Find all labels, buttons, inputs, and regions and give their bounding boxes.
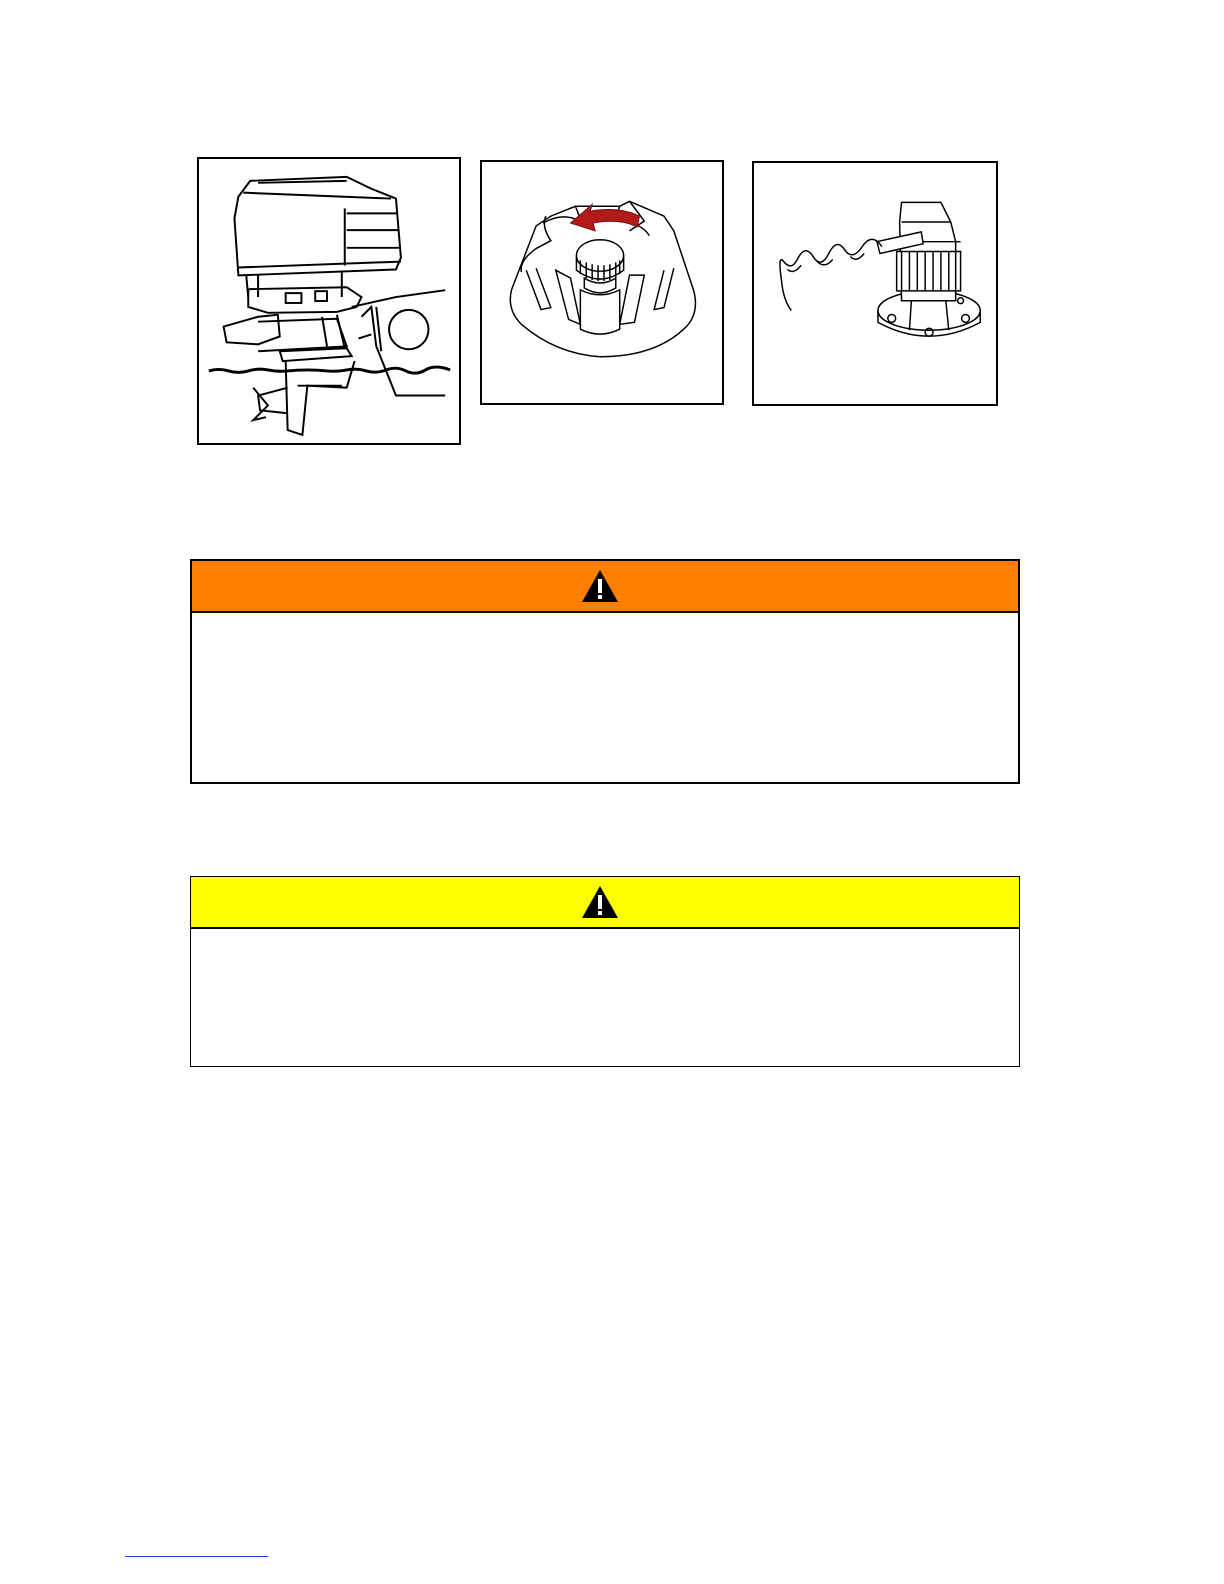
spiral-cord-drawing — [754, 163, 996, 404]
caution-band — [191, 877, 1019, 929]
footer-link-underline[interactable] — [125, 1556, 268, 1557]
warning-triangle-icon — [580, 568, 620, 604]
figure-outboard-motor — [197, 157, 461, 445]
warning-band — [192, 561, 1018, 613]
outboard-motor-drawing — [199, 159, 459, 443]
fuel-cap-drawing — [482, 162, 722, 403]
warning-notice — [190, 559, 1020, 784]
caution-notice — [190, 876, 1020, 1067]
figure-fuel-cap — [480, 160, 724, 405]
figure-spiral-cord — [752, 161, 998, 406]
warning-body — [192, 613, 1018, 637]
caution-body — [191, 929, 1019, 953]
caution-triangle-icon — [580, 884, 620, 920]
